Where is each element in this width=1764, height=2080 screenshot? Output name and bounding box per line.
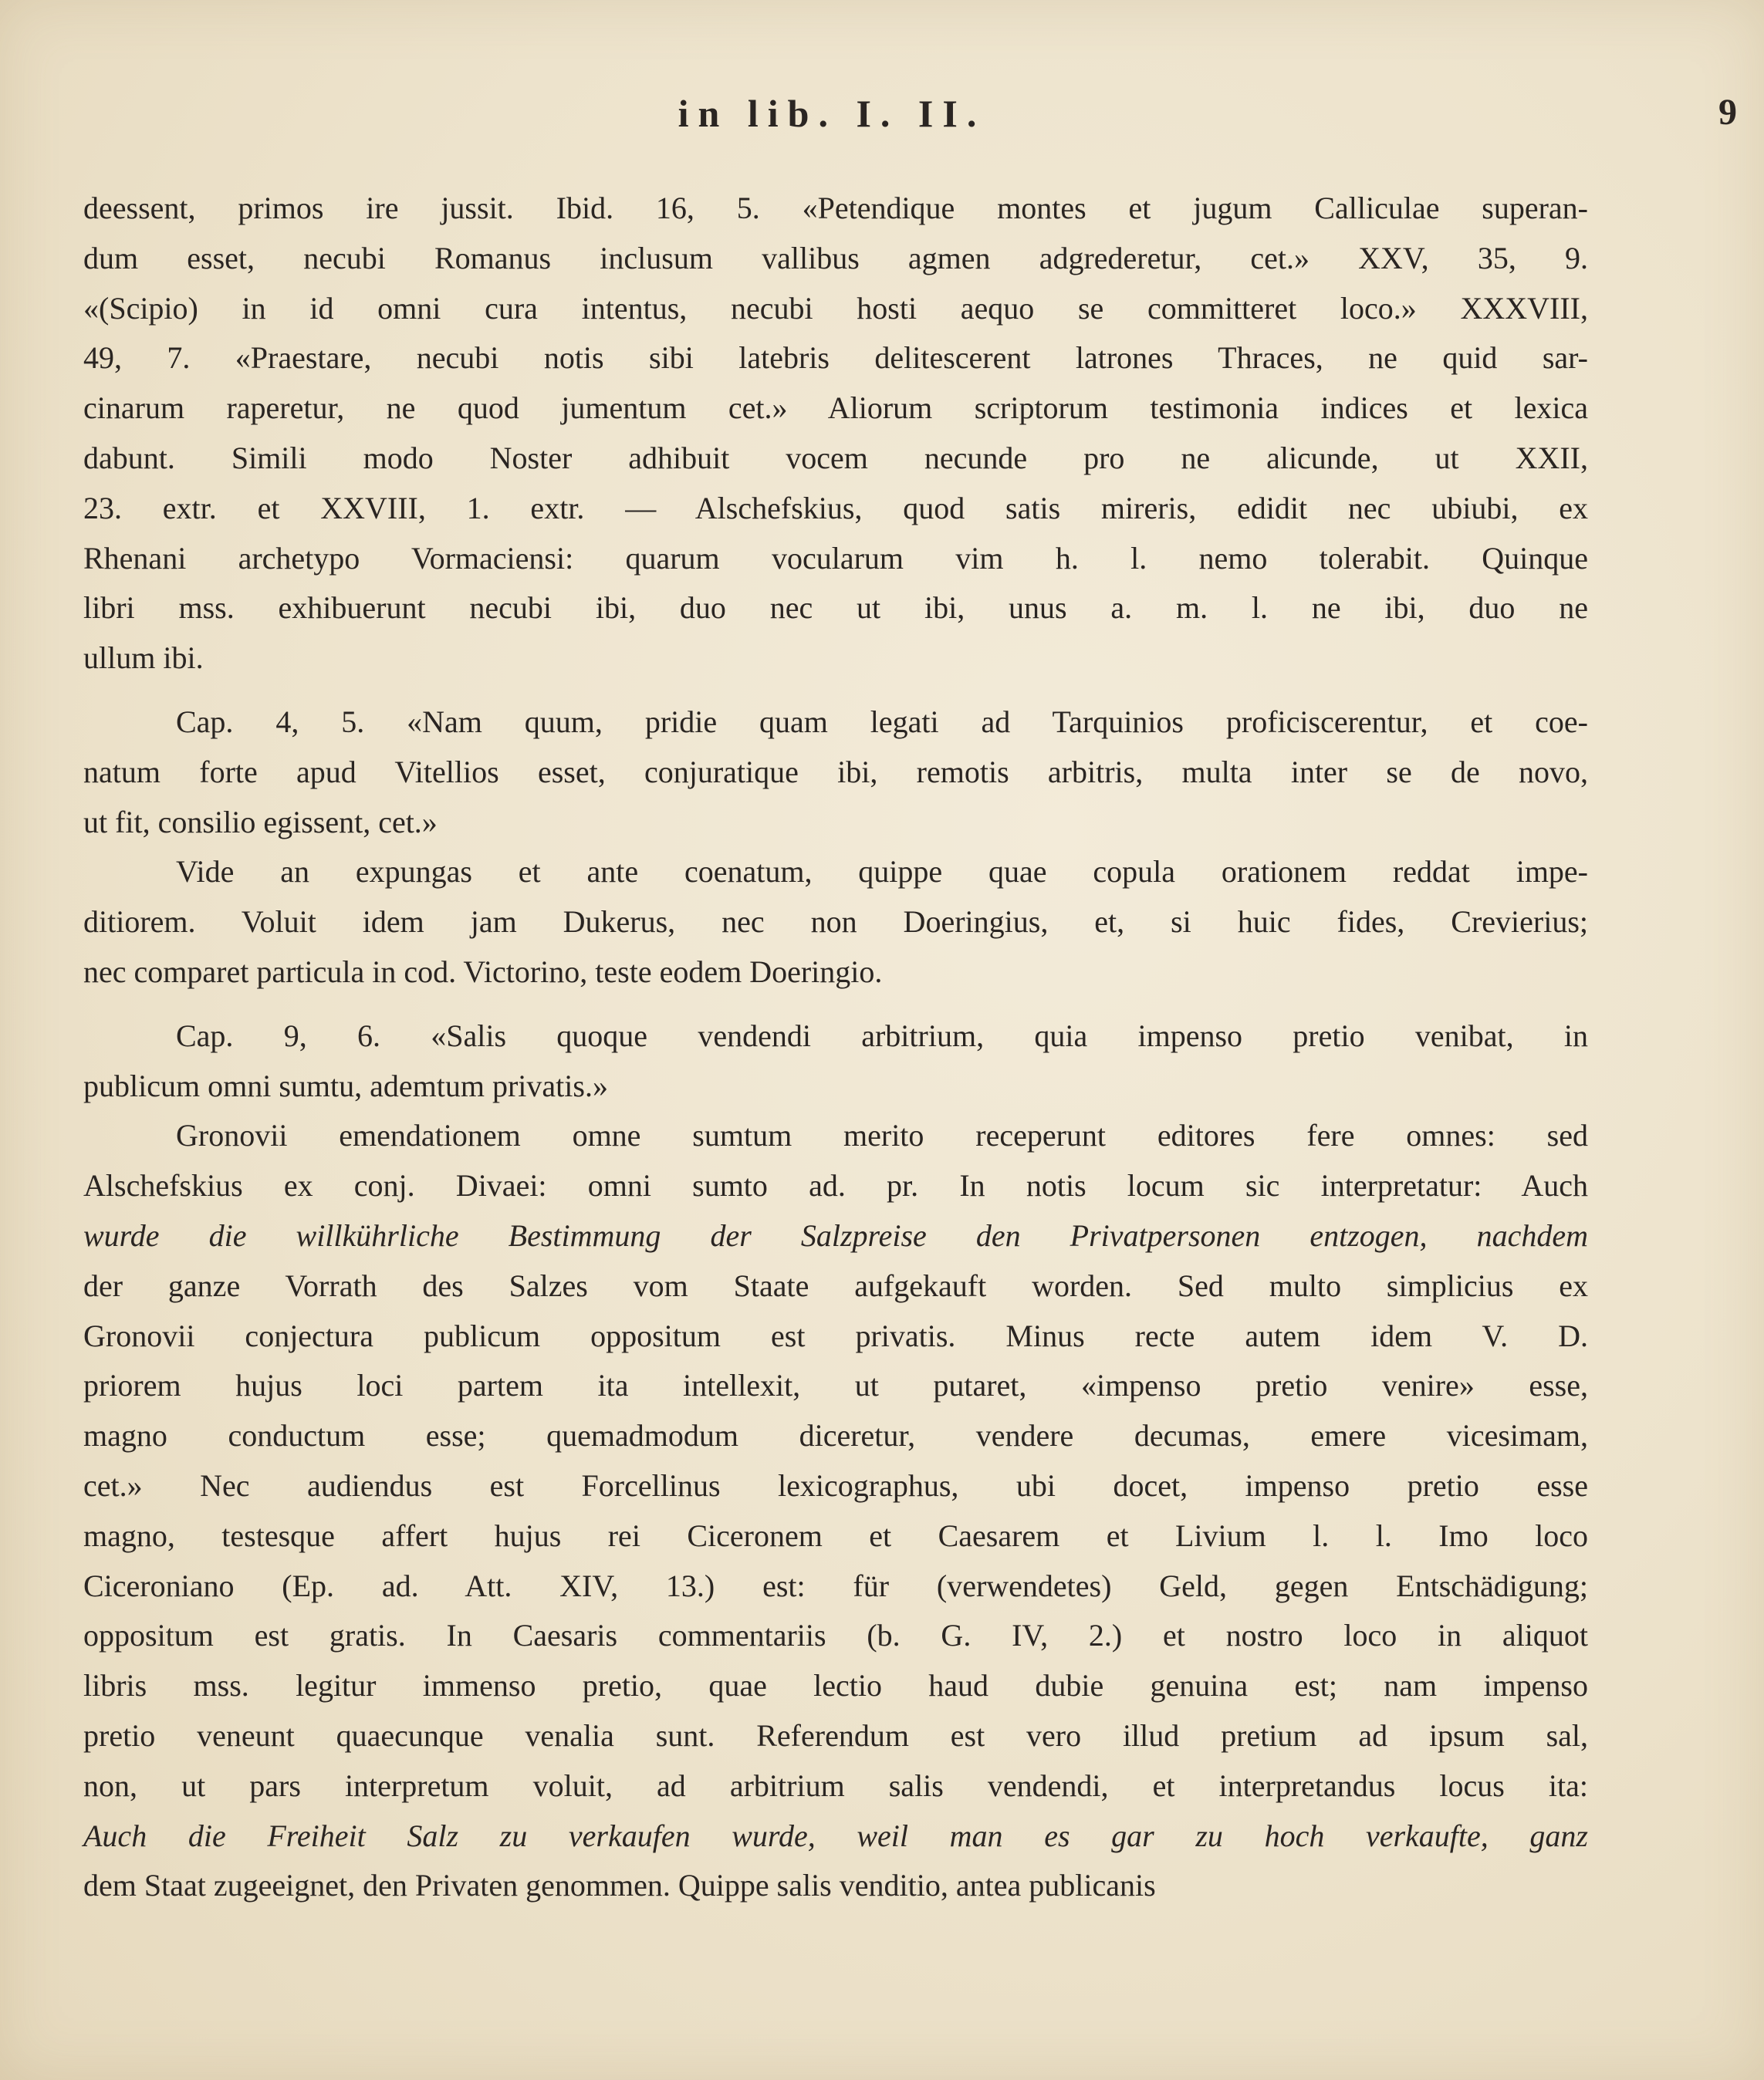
text-line: 49, 7. «Praestare, necubi notis sibi latebris delitescerent latrones Thraces, ne quid sar- [83, 340, 1588, 376]
text-line: priorem hujus loci partem ita intellexit, ut putaret, «impenso pretio venire» esse, [83, 1368, 1588, 1403]
text-line: dabunt. Simili modo Noster adhibuit vocem necunde pro ne alicunde, ut XXII, [83, 440, 1588, 475]
text-line: der ganze Vorrath des Salzes vom Staate aufgekauft worden. Sed multo simplicius ex [83, 1268, 1588, 1303]
running-title: in lib. I. II. [678, 92, 986, 135]
text-line: magno, testesque affert hujus rei Ciceronem et Caesarem et Livium l. l. Imo loco [83, 1518, 1588, 1553]
text-line: Gronovii conjectura publicum oppositum est privatis. Minus recte autem idem V. D. [83, 1318, 1588, 1353]
text-line: publicum omni sumtu, ademtum privatis.» [83, 1068, 608, 1103]
text-line: Cap. 9, 6. «Salis quoque vendendi arbitrium, quia impenso pretio venibat, in [176, 1018, 1588, 1053]
text-line: Cap. 4, 5. «Nam quum, pridie quam legati ad Tarquinios proficiscerentur, et coe- [176, 704, 1588, 739]
text-line: oppositum est gratis. In Caesaris commentariis (b. G. IV, 2.) et nostro loco in aliquot [83, 1618, 1588, 1653]
text-line: nec comparet particula in cod. Victorino, teste eodem Doeringio. [83, 954, 883, 989]
text-line: Auch die Freiheit Salz zu verkaufen wurde, weil man es gar zu hoch verkaufte, ganz [83, 1818, 1588, 1853]
text-line: cet.» Nec audiendus est Forcellinus lexicographus, ubi docet, impenso pretio esse [83, 1467, 1588, 1503]
running-head [85, 91, 1737, 145]
text-line: deessent, primos ire jussit. Ibid. 16, 5. «Petendique montes et jugum Calliculae superan- [83, 191, 1588, 225]
text-line: wurde die willkührliche Bestimmung der Salzpreise den Privatpersonen entzogen, nachdem [83, 1217, 1588, 1253]
text-line: ut fit, consilio egissent, cet.» [83, 804, 438, 839]
text-line: ullum ibi. [83, 640, 204, 676]
text-line: magno conductum esse; quemadmodum diceretur, vendere decumas, emere vicesimam, [83, 1418, 1588, 1454]
text-line: Alschefskius ex conj. Divaei: omni sumto ad. pr. In notis locum sic interpretatur: Auch [83, 1168, 1588, 1204]
text-line: pretio veneunt quaecunque venalia sunt. Referendum est vero illud pretium ad ipsum sal, [83, 1717, 1588, 1753]
body-text [83, 184, 1588, 1911]
text-line: Gronovii emendationem omne sumtum merito receperunt editores fere omnes: sed [176, 1118, 1588, 1153]
text-line: non, ut pars interpretum voluit, ad arbitrium salis vendendi, et interpretandus locus ita: [83, 1768, 1588, 1803]
text-line: ditiorem. Voluit idem jam Dukerus, nec non Doeringius, et, si huic fides, Crevierius; [83, 904, 1588, 940]
text-line: Rhenani archetypo Vormaciensi: quarum vocularum vim h. l. nemo tolerabit. Quinque [83, 540, 1588, 576]
text-line: libris mss. legitur immenso pretio, quae lectio haud dubie genuina est; nam impenso [83, 1668, 1588, 1704]
text-line: 23. extr. et XXVIII, 1. extr. — Alschefskius, quod satis mireris, edidit nec ubiubi, ex [83, 490, 1588, 525]
text-line: «(Scipio) in id omni cura intentus, necubi hosti aequo se committeret loco.» XXXVIII, [83, 290, 1588, 326]
text-line: Ciceroniano (Ep. ad. Att. XIV, 13.) est: für (verwendetes) Geld, gegen Entschädigung; [83, 1568, 1588, 1603]
text-line: Vide an expungas et ante coenatum, quippe quae copula orationem reddat impe- [176, 854, 1588, 890]
text-line: dum esset, necubi Romanus inclusum vallibus agmen adgrederetur, cet.» XXV, 35, 9. [83, 240, 1588, 275]
text-line: natum forte apud Vitellios esset, conjuratique ibi, remotis arbitris, multa inter se de novo, [83, 754, 1588, 789]
text-line: cinarum raperetur, ne quod jumentum cet.» Aliorum scriptorum testimonia indices et lexica [83, 390, 1588, 426]
text-line: libri mss. exhibuerunt necubi ibi, duo nec ut ibi, unus a. m. l. ne ibi, duo ne [83, 590, 1588, 626]
text-line: dem Staat zugeeignet, den Privaten genommen. Quippe salis venditio, antea publicanis [83, 1868, 1156, 1903]
page-number: 9 [1718, 92, 1737, 133]
